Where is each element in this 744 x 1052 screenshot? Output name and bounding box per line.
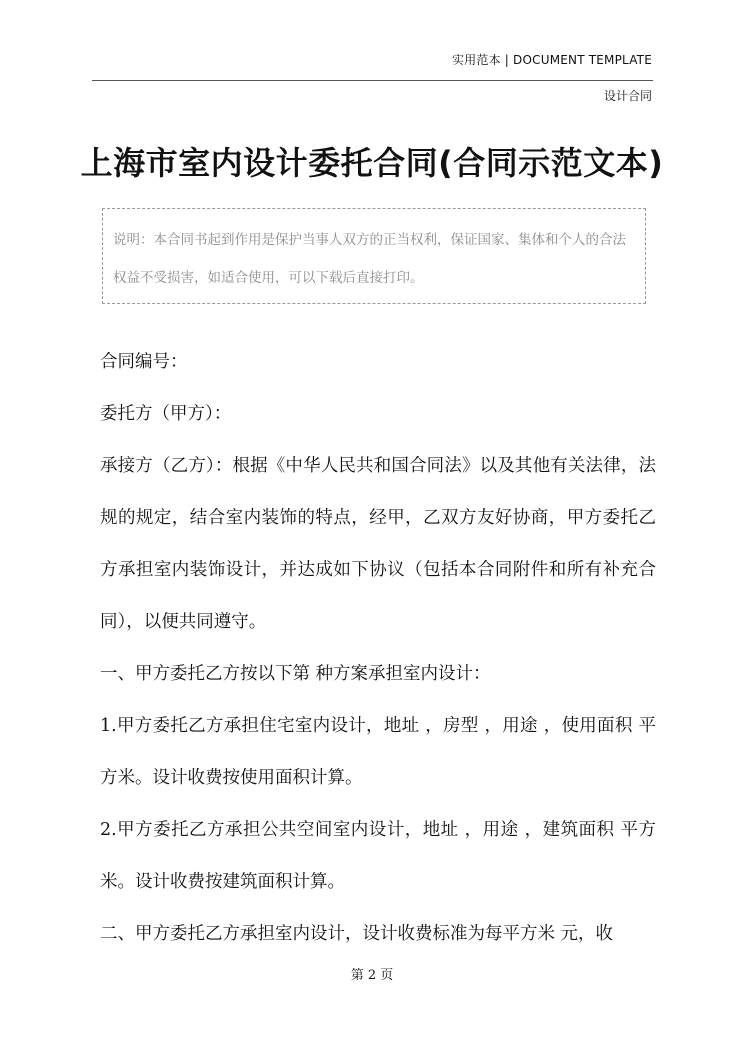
clause-one-item-1: 1.甲方委托乙方承担住宅室内设计，地址 ，房型 ，用途 ，使用面积 平方米。设计收费按使用面积计算。 bbox=[100, 716, 656, 788]
contract-body bbox=[100, 336, 656, 960]
contract-number: 合同编号： bbox=[100, 352, 188, 372]
clause-one: 一、甲方委托乙方按以下第 种方案承担室内设计： bbox=[100, 664, 491, 684]
clause-one-item-2: 2.甲方委托乙方承担公共空间室内设计，地址 ，用途 ，建筑面积 平方米。设计收费按建筑面积计算。 bbox=[100, 820, 656, 892]
page-number: 第 2 页 bbox=[350, 968, 394, 983]
header-template-label: 实用范本 | DOCUMENT TEMPLATE bbox=[451, 53, 652, 67]
note-text: 说明：本合同书起到作用是保护当事人双方的正当权利，保证国家、集体和个人的合法权益不受损害，如适合使用，可以下载后直接打印。 bbox=[113, 232, 626, 286]
client-party: 委托方（甲方）： bbox=[100, 404, 232, 424]
contractor-party-clause: 承接方（乙方）：根据《中华人民共和国合同法》以及其他有关法律，法规的规定，结合室内装饰的特点，经甲，乙双方友好协商，甲方委托乙方承担室内装饰设计，并达成如下协议（包括本合同附件和所有补充合同），以便共同遵守。 bbox=[100, 456, 656, 632]
note-box bbox=[102, 208, 646, 304]
header-divider bbox=[92, 80, 653, 81]
document-title: 上海市室内设计委托合同(合同示范文本) bbox=[80, 144, 664, 182]
clause-two: 二、甲方委托乙方承担室内设计，设计收费标准为每平方米 元，收 bbox=[100, 924, 614, 944]
header-category: 设计合同 bbox=[603, 89, 652, 103]
